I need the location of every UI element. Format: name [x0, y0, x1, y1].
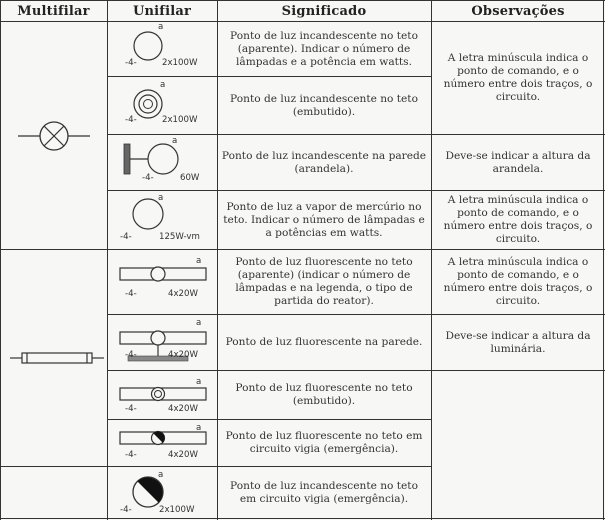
command-letter: a — [196, 423, 202, 433]
power-label: 4x20W — [168, 450, 198, 460]
grid-line — [0, 0, 605, 1]
circuit-number: -4- — [125, 404, 137, 414]
power-label: 125W-vm — [159, 232, 200, 242]
power-label: 2x100W — [162, 115, 198, 125]
observacoes-cell: Deve-se indicar a altura da luminária. — [445, 329, 591, 355]
observacoes-cell: A letra minúscula indica o ponto de comando, e o número entre dois traços, o circuito. — [443, 52, 593, 103]
significado-cell: Ponto de luz fluorescente no teto (embutido). — [235, 382, 413, 407]
power-label: 2x100W — [159, 505, 195, 515]
command-letter: a — [158, 470, 164, 480]
circuit-number: -4- — [125, 115, 137, 125]
power-label: 4x20W — [168, 289, 198, 299]
circuit-number: -4- — [125, 289, 137, 299]
significado-cell: Ponto de luz fluorescente no teto em circuito vigia (emergência). — [225, 430, 423, 455]
significado-cell: Ponto de luz a vapor de mercúrio no teto. Indicar o número de lâmpadas e a potências em watts. — [223, 200, 425, 239]
observacoes-cell: A letra minúscula indica o ponto de comando, e o número entre dois traços, o circuito. — [443, 194, 593, 245]
command-letter: a — [196, 318, 202, 328]
command-letter: a — [160, 80, 166, 90]
grid-line — [107, 0, 108, 520]
command-letter: a — [158, 22, 164, 32]
significado-cell: Ponto de luz incandescente na parede (arandela). — [221, 149, 427, 175]
header-unifilar: Unifilar — [132, 3, 192, 19]
command-letter: a — [196, 377, 202, 387]
significado-cell: Ponto de luz incandescente no teto (aparente). Indicar o número de lâmpadas e a potência em watts. — [230, 29, 418, 68]
header-significado: Significado — [281, 3, 367, 19]
power-label: 4x20W — [168, 404, 198, 414]
unifilar-fluorescent-wall-symbol — [118, 320, 208, 370]
power-label: 2x100W — [162, 58, 198, 68]
grid-line — [0, 0, 1, 520]
significado-cell: Ponto de luz fluorescente no teto (aparente) (indicar o número de lâmpadas e na legenda, o tipo de partida do reator). — [235, 256, 413, 307]
significado-cell: Ponto de luz incandescente no teto (embutido). — [230, 92, 418, 118]
header-multifilar: Multifilar — [17, 3, 90, 19]
observacoes-cell: Deve-se indicar a altura da arandela. — [445, 149, 591, 175]
multifilar-incandescent-symbol — [18, 118, 98, 154]
significado-cell: Ponto de luz incandescente no teto em circuito vigia (emergência). — [230, 479, 418, 505]
circuit-number: -4- — [120, 232, 132, 242]
power-label: 60W — [180, 173, 200, 183]
power-label: 4x20W — [168, 350, 198, 360]
circuit-number: -4- — [120, 505, 132, 515]
observacoes-cell: A letra minúscula indica o ponto de comando, e o número entre dois traços, o circuito. — [443, 256, 593, 307]
significado-cell: Ponto de luz fluorescente na parede. — [225, 336, 423, 348]
command-letter: a — [196, 256, 202, 266]
circuit-number: -4- — [142, 173, 154, 183]
header-observacoes: Observações — [471, 3, 565, 19]
circuit-number: -4- — [125, 450, 137, 460]
grid-line — [0, 518, 605, 519]
circuit-number: -4- — [125, 58, 137, 68]
command-letter: a — [172, 136, 178, 146]
command-letter: a — [158, 193, 164, 203]
circuit-number: -4- — [125, 350, 137, 360]
multifilar-fluorescent-symbol — [10, 348, 105, 368]
